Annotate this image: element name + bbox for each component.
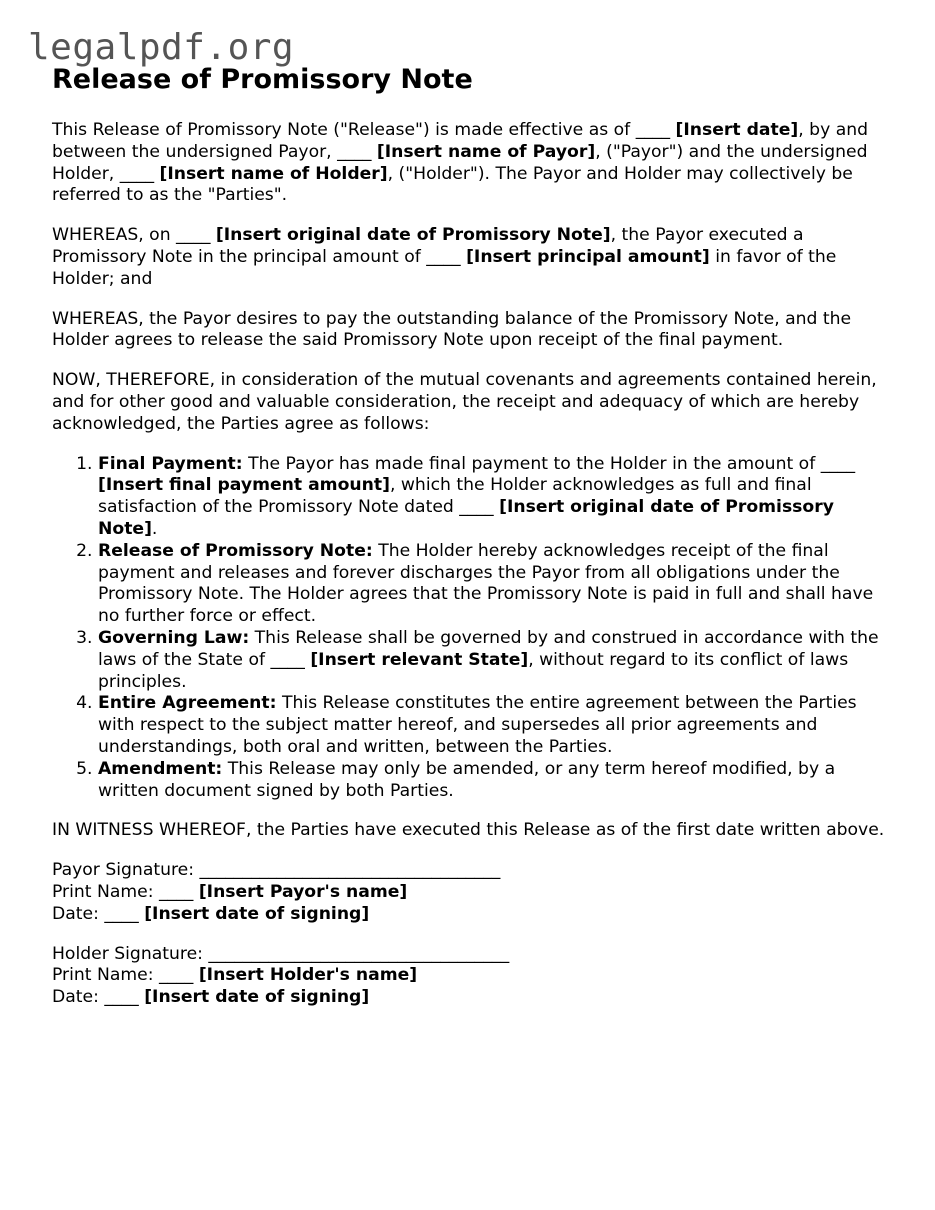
term-text: . <box>151 518 158 539</box>
term-text: This Release may only be amended, or any term hereof modified, by a written document signed by both Parties. <box>98 758 836 801</box>
whereas1-text-2: , the Payor executed a Promissory Note in the principal amount of ____ <box>52 225 804 267</box>
holder-signature-block <box>52 944 892 1009</box>
state-placeholder: [Insert relevant State] <box>310 649 529 670</box>
payor-print-name-line <box>52 882 892 904</box>
holder-signing-date-placeholder: [Insert date of signing] <box>144 987 370 1008</box>
document-page <box>52 62 892 1027</box>
term-heading: Final Payment: <box>98 453 243 474</box>
whereas-paragraph-2: WHEREAS, the Payor desires to pay the outstanding balance of the Promissory Note, and the Holder agrees to release the said Promissory Note upon receipt of the final payment. <box>52 308 852 351</box>
whereas1-text-3: in favor of the Holder; and <box>52 246 837 289</box>
holder-print-name-line <box>52 965 892 987</box>
holder-name-field-placeholder: [Insert Holder's name] <box>198 965 418 986</box>
effective-date-placeholder: [Insert date] <box>675 120 799 140</box>
print-name-label: Print Name: ____ <box>52 965 199 986</box>
term-release <box>98 541 892 628</box>
term-text: The Payor has made final payment to the Holder in the amount of ____ <box>242 453 856 474</box>
date-label: Date: ____ <box>52 987 145 1008</box>
final-payment-amount-placeholder: [Insert final payment amount] <box>98 475 390 496</box>
term-heading: Amendment: <box>98 758 223 779</box>
witness-paragraph: IN WITNESS WHEREOF, the Parties have executed this Release as of the first date written above. <box>52 820 885 841</box>
intro-text-3: , ("Payor") and the undersigned Holder, ____ <box>52 141 868 184</box>
holder-date-line <box>52 987 892 1009</box>
payor-name-placeholder: [Insert name of Payor] <box>376 141 596 162</box>
term-final-payment <box>98 454 892 541</box>
original-date-placeholder: [Insert original date of Promissory Note] <box>215 225 611 246</box>
date-label: Date: ____ <box>52 903 145 924</box>
document-title: Release of Promissory Note <box>52 64 473 95</box>
term-text: This Release constitutes the entire agreement between the Parties with respect to the subject matter hereof, and supersedes all prior agreements and understandings, both oral and written, between the Parties. <box>98 693 857 757</box>
principal-amount-placeholder: [Insert principal amount] <box>466 246 710 267</box>
term-text: The Holder hereby acknowledges receipt of the final payment and releases and forever discharges the Payor from all obligations under the Promissory Note. The Holder agrees that the Promissory Note is paid in full and shall have no further force or effect. <box>98 540 874 627</box>
term-heading: Governing Law: <box>98 627 250 648</box>
print-name-label: Print Name: ____ <box>52 881 199 902</box>
payor-date-line <box>52 904 892 926</box>
term-governing-law <box>98 628 892 693</box>
term-entire-agreement <box>98 693 892 758</box>
intro-text-4: , ("Holder"). The Payor and Holder may collectively be referred to as the "Parties". <box>52 163 853 206</box>
intro-text-1: This Release of Promissory Note ("Release") is made effective as of ____ <box>52 120 676 140</box>
watermark-logo: legalpdf.org <box>28 27 295 68</box>
holder-name-placeholder: [Insert name of Holder] <box>159 163 388 184</box>
whereas1-text-1: WHEREAS, on ____ <box>52 225 216 246</box>
holder-signature-line: Holder Signature: ___________________________________ <box>52 943 510 964</box>
term-heading: Release of Promissory Note: <box>98 540 373 561</box>
payor-signature-line: Payor Signature: ___________________________________ <box>52 860 501 881</box>
note-date-placeholder: [Insert original date of Promissory Note] <box>98 497 834 539</box>
term-text: , which the Holder acknowledges as full and final satisfaction of the Promissory Note dated ____ <box>98 475 812 518</box>
payor-signing-date-placeholder: [Insert date of signing] <box>144 903 370 924</box>
intro-text-2: , by and between the undersigned Payor, ____ <box>52 120 869 162</box>
intro-paragraph <box>52 120 892 207</box>
payor-name-field-placeholder: [Insert Payor's name] <box>198 881 408 902</box>
now-therefore-paragraph: NOW, THEREFORE, in consideration of the mutual covenants and agreements contained herein, and for other good and valuable consideration, the receipt and adequacy of which are hereby acknowledged, the Parties agree as follows: <box>52 370 877 434</box>
term-text: , without regard to its conflict of laws principles. <box>98 649 849 692</box>
term-heading: Entire Agreement: <box>98 693 277 714</box>
whereas-paragraph-1 <box>52 225 892 290</box>
term-text: This Release shall be governed by and construed in accordance with the laws of the State of ____ <box>98 627 879 670</box>
terms-list <box>52 454 892 803</box>
term-amendment <box>98 759 892 803</box>
payor-signature-block <box>52 860 892 925</box>
